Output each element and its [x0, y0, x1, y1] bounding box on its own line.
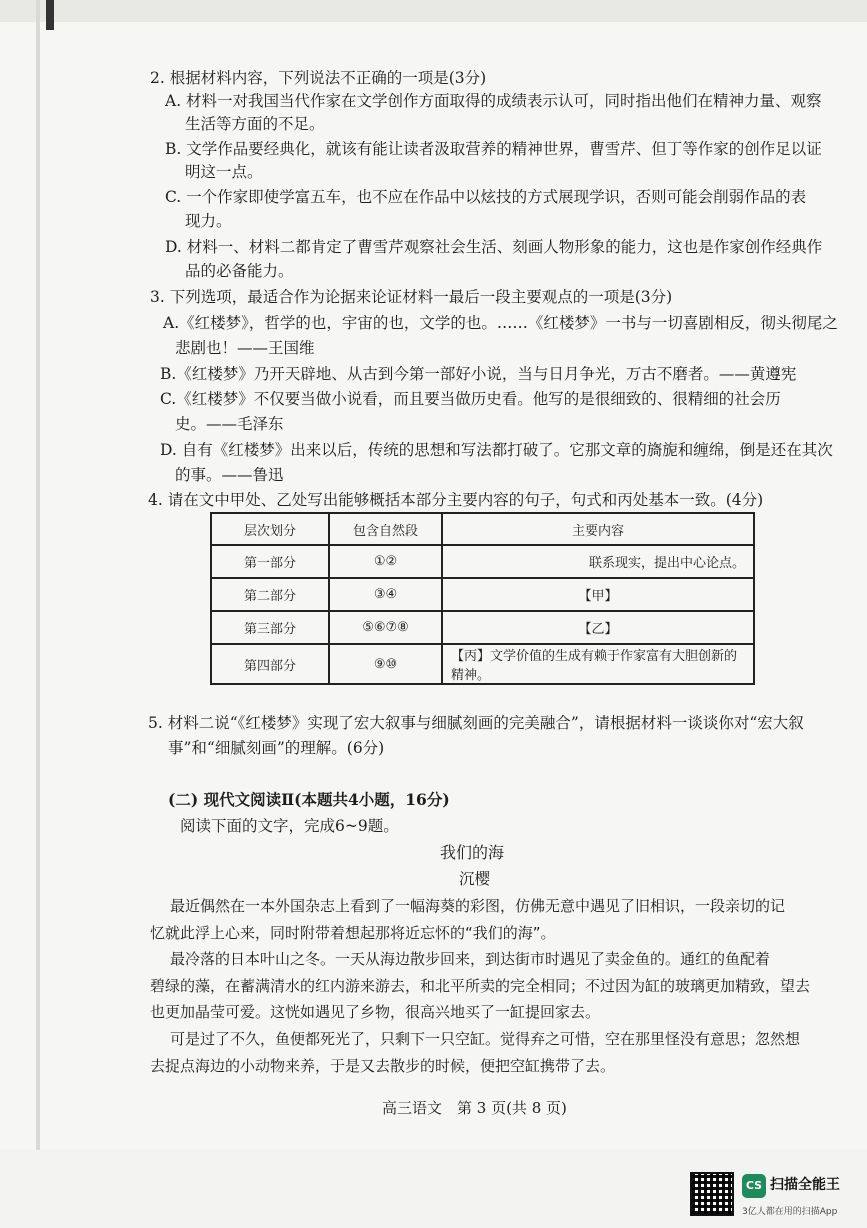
q3-option-d-line1: D. 自有《红楼梦》出来以后，传统的思想和写法都打破了。它那文章的旖旎和缠绵，倒是还在其次	[160, 441, 833, 459]
q2-option-b-line2: 明这一点。	[185, 163, 263, 181]
table-cell: 联系现实，提出中心论点。	[442, 545, 754, 578]
q5-line2: 事”和“细腻刻画”的理解。(6分)	[168, 739, 385, 757]
q3-option-a-line1: A.《红楼梦》，哲学的也，宇宙的也，文学的也。……《红楼梦》一书与一切喜剧相反，彻头彻尾之	[163, 314, 838, 332]
q3-option-d-line2: 的事。——鲁迅	[175, 466, 284, 484]
scanner-logo-icon: CS	[742, 1174, 766, 1198]
table-cell: ⑤⑥⑦⑧	[329, 611, 442, 644]
q3-option-c-line1: C.《红楼梦》不仅要当做小说看，而且要当做历史看。他写的是很细致的、很精细的社会历	[160, 390, 781, 408]
table-cell: ①②	[329, 545, 442, 578]
table-row	[211, 545, 754, 578]
scanner-watermark	[690, 1168, 860, 1224]
scanner-tagline: 3亿人都在用的扫描App	[742, 1207, 838, 1217]
paragraph-3-line2: 去捉点海边的小动物来养，于是又去散步的时候，便把空缸携带了去。	[150, 1057, 616, 1075]
paragraph-2-line2: 碧绿的藻，在蓄满清水的红内游来游去，和北平所卖的完全相同；不过因为缸的玻璃更加精致，望去	[150, 977, 811, 995]
table-cell: ⑨⑩	[329, 644, 442, 684]
table-header-row	[211, 513, 754, 545]
table-header: 包含自然段	[329, 513, 442, 545]
structure-table	[210, 512, 755, 685]
table-cell: 【甲】	[442, 578, 754, 611]
article-author: 沉樱	[459, 870, 491, 888]
q4-stem: 4. 请在文中甲处、乙处写出能够概括本部分主要内容的句子，句式和丙处基本一致。(4分)	[148, 491, 764, 509]
table-cell: ③④	[329, 578, 442, 611]
q2-option-b-line1: B. 文学作品要经典化，就该有能让读者汲取营养的精神世界，曹雪芹、但丁等作家的创作足以证	[165, 140, 822, 158]
paragraph-3-line1: 可是过了不久，鱼便都死光了，只剩下一只空缸。觉得弃之可惜，空在那里怪没有意思；忽然想	[170, 1030, 801, 1048]
paragraph-1-line1: 最近偶然在一本外国杂志上看到了一幅海葵的彩图，仿佛无意中遇见了旧相识，一段亲切的记	[170, 897, 786, 915]
scan-mark	[46, 0, 54, 30]
table-header: 主要内容	[442, 513, 754, 545]
q3-option-b-line1: B.《红楼梦》乃开天辟地、从古到今第一部好小说，当与日月争光，万古不磨者。——黄遵宪	[160, 365, 797, 383]
q3-option-c-line2: 史。——毛泽东	[175, 415, 284, 433]
q2-option-a-line2: 生活等方面的不足。	[185, 115, 325, 133]
q3-stem: 3. 下列选项，最适合作为论据来论证材料一最后一段主要观点的一项是(3分)	[150, 288, 673, 306]
paragraph-2-line3: 也更加晶莹可爱。这恍如遇见了乡物，很高兴地买了一缸提回家去。	[150, 1003, 601, 1021]
table-cell: 【乙】	[442, 611, 754, 644]
table-cell: 第一部分	[211, 545, 329, 578]
table-cell: 第四部分	[211, 644, 329, 684]
qr-code-icon	[690, 1172, 734, 1216]
table-row	[211, 578, 754, 611]
q2-option-c-line1: C. 一个作家即使学富五车，也不应在作品中以炫技的方式展现学识，否则可能会削弱作品的表	[165, 188, 807, 206]
paragraph-1-line2: 忆就此浮上心来，同时附带着想起那将近忘怀的“我们的海”。	[150, 924, 556, 942]
q2-option-a-line1: A. 材料一对我国当代作家在文学创作方面取得的成绩表示认可，同时指出他们在精神力量、观察	[165, 92, 822, 110]
q5-line1: 5. 材料二说“《红楼梦》实现了宏大叙事与细腻刻画的完美融合”，请根据材料一谈谈你对“宏大叙	[148, 714, 804, 732]
q3-option-a-line2: 悲剧也！——王国维	[175, 339, 315, 357]
q2-option-c-line2: 现力。	[185, 212, 232, 230]
q2-option-d-line2: 品的必备能力。	[185, 262, 294, 280]
q2-stem: 2. 根据材料内容，下列说法不正确的一项是(3分)	[150, 69, 487, 87]
table-cell: 【丙】文学价值的生成有赖于作家富有大胆创新的精神。	[442, 644, 754, 684]
table-row	[211, 644, 754, 684]
table-cell: 第三部分	[211, 611, 329, 644]
scan-left-edge	[36, 0, 40, 1150]
scan-top-margin	[0, 0, 867, 22]
table-cell: 第二部分	[211, 578, 329, 611]
section-instruction: 阅读下面的文字，完成6~9题。	[180, 817, 399, 835]
scanner-name: 扫描全能王	[770, 1177, 840, 1193]
table-header: 层次划分	[211, 513, 329, 545]
q2-option-d-line1: D. 材料一、材料二都肯定了曹雪芹观察社会生活、刻画人物形象的能力，这也是作家创作经典作	[165, 238, 823, 256]
section-heading: (二) 现代文阅读Ⅱ(本题共4小题，16分)	[168, 790, 450, 809]
article-title: 我们的海	[440, 843, 505, 862]
table-row	[211, 611, 754, 644]
page-footer: 高三语文 第 3 页(共 8 页)	[382, 1099, 567, 1117]
paragraph-2-line1: 最冷落的日本叶山之冬。一天从海边散步回来，到达街市时遇见了卖金鱼的。通红的鱼配着	[170, 950, 771, 968]
